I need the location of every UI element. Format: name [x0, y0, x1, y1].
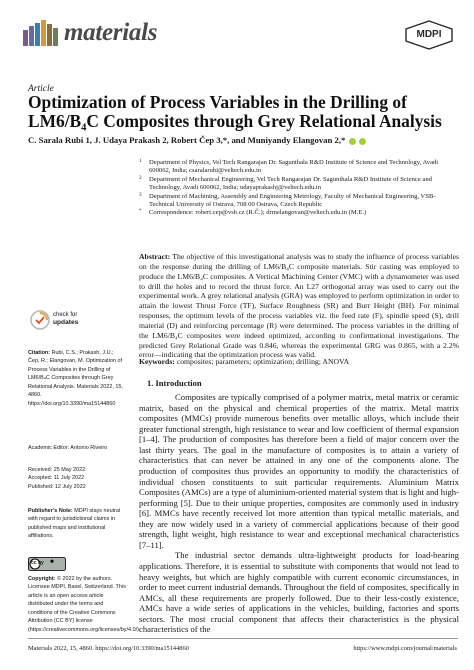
affiliation-number: 3 [139, 192, 142, 198]
publisher-note-text: MDPI stays neutral with regard to jurisdictional claims in published maps and institutional affiliations. [28, 508, 121, 540]
keywords-label: Keywords: [139, 357, 175, 366]
received-date: Received: 25 May 2022 [28, 467, 86, 473]
abstract-label: Abstract: [139, 252, 171, 261]
orcid-icon[interactable] [359, 138, 366, 145]
affiliation-item [139, 193, 459, 210]
copyright-text: © 2022 by the authors. Licensee MDPI, Basel, Switzerland. This article is an open access article distributed under the terms and conditions of the Creative Commons Attribution (CC BY) license (https://creativecommons.org/licenses/by/4.0/). [28, 576, 141, 633]
affiliation-item [139, 176, 459, 193]
academic-editor: Academic Editor: Antonio Riveiro [28, 445, 108, 451]
publisher-note-label: Publisher’s Note: [28, 508, 73, 514]
affiliation-number: 2 [139, 175, 142, 181]
affiliation-text: Department of Physics, Vel Tech Rangarajan Dr. Sagunthala R&D Institute of Science and Technology, Avadi 600062, India; csaralarubi@veltech.edu.in [149, 159, 439, 175]
affiliation-number: * [139, 209, 142, 215]
body-text [139, 392, 459, 635]
affiliation-item [139, 209, 459, 217]
check-updates-icon [30, 310, 50, 330]
publisher-note [28, 507, 126, 541]
check-updates-line2: updates [53, 319, 79, 326]
abstract [139, 252, 459, 360]
affiliation-number: 1 [139, 159, 142, 164]
footer-divider [28, 638, 458, 639]
footer-journal-url[interactable]: https://www.mdpi.com/journal/materials [353, 645, 457, 652]
mdpi-logo [404, 20, 454, 50]
abstract-text: The objective of this investigational analysis was to study the influence of process variables on the response during the drilling of LM6/B₄C composite materials. Stir casting was employed to produce the LM6/B₄C composites. A Vertical Machining Center (VMC) with a dynamometer was used to drill the holes and to record the thrust force. An L27 orthogonal array was used to carry out the experimental work. A grey relational analysis (GRA) was employed to perform optimization in order to attain the lowest Thrust Force (TF), Surface Roughness (SR) and Burr Height (BH). For minimal responses, the optimum levels of the process variables viz. the feed rate (F), spindle speed (S), drill material (D) and reinforcing percentage (R) were determined. The process variables in the drilling of the LM6/B₄C composites were indeed optimized, according to confirmational investigations. The predicted Grey Relational Grade was 0.846, whereas the experimental GRG was 0.865, with a 2.2% error—indicating that the optimization process was valid. [139, 252, 459, 360]
keywords-text: composites; parameters; optimization; drilling; ANOVA [176, 357, 350, 366]
orcid-icon[interactable] [349, 138, 356, 145]
check-updates-line1: check for [53, 312, 78, 318]
cc-badge-text: cc by [31, 560, 44, 566]
copyright-block [28, 575, 141, 634]
check-for-updates-button[interactable] [30, 308, 110, 338]
cc-by-license-badge[interactable] [28, 557, 66, 571]
mdpi-logo-text: MDPI [416, 29, 442, 40]
affiliations [139, 159, 459, 218]
copyright-label: Copyright: [28, 576, 56, 582]
affiliation-text: Department of Mechanical Engineering, Vel Tech Rangarajan Dr. Sagunthala R&D Institute of Science and Technology, Avadi 600062, India; udayaprakashj@veltech.edu.in [149, 175, 432, 192]
journal-name: materials [64, 19, 158, 46]
author-list [28, 135, 458, 145]
affiliation-text: Department of Machining, Assembly and Engineering Metrology, Faculty of Mechanical Engineering, VSB-Technical University of Ostrava, 708 00 Ostrava, Czech Republic [149, 192, 436, 209]
keywords [139, 357, 459, 366]
citation-label: Citation: [28, 350, 51, 356]
body-paragraph: The industrial sector demands ultra-lightweight products for load-bearing applications. Therefore, it is essential to substitute with components that would not lead to heavy weights, but which are highly compatible with current economic circumstances, in order to meet current industrial demands. Throughout the field of composites, specifically in AMCs, all these requirements are properly followed. Due to their less-costly existence, AMCs have a wide series of applications in the vehicles, building, factories and sports sectors. The most crucial component that affects their characteristics is the physical characteristics of the [139, 550, 459, 635]
authors-text: C. Sarala Rubi 1, J. Udaya Prakash 2, Robert Čep 3,*, and Muniyandy Elangovan 2,* [28, 135, 346, 145]
affiliation-text: Correspondence: robert.cep@vsb.cz (R.Č.); drmelangovan@veltech.edu.in (M.E.) [149, 209, 367, 217]
article-type: Article [28, 84, 54, 94]
citation-text: Rubi, C.S.; Prakash, J.U.; Čep, R.; Elangovan, M. Optimization of Process Variables in the Drilling of LM6/B₄C Composites through Grey Relational Analysis. Materials 2022, 15, 4860. https://doi.org/10.3390/ma15144860 [28, 350, 123, 407]
section-heading: 1. Introduction [147, 378, 202, 388]
paper-title: Optimization of Process Variables in the Drilling of LM6/B₄C Composites through Grey Relational Analysis [28, 92, 442, 131]
accepted-date: Accepted: 11 July 2022 [28, 475, 85, 482]
published-date: Published: 12 July 2022 [28, 483, 86, 490]
body-paragraph: Composites are typically comprised of a polymer matrix, metal matrix or ceramic matrix, based on the physical and chemical properties of the matrix. Metal matrix composites (MMCs) provide numerous benefits over metallic alloys, which include their greater functional strength, high resistance to wear and low coefficient of thermal expansion [1–4]. The production of composites has therefore been a field of major concern over the last thirty years. The goal in the manufacture of composites is to attain a variety of characteristics that can never be attained in any one of the components alone. The production of composites thus provides an opportunity to modify the characteristics of individual chosen constituents to suit particular requirements. Aluminium Matrix Composites (AMCs) are a type of aluminium-oriented material system that is light and high-performing [5]. Due to their unique properties, composites are commonly used in industry [6]. MMCs have recently received lot more attention than typical metallic materials, and they are now widely used in a variety of commercial applications because of their good strength, light weight, high resistance to wear and exceptional mechanical characteristics [7–11]. [139, 392, 459, 550]
dates-block [28, 466, 126, 491]
footer-citation[interactable]: Materials 2022, 15, 4860. https://doi.org/10.3390/ma15144860 [28, 645, 189, 652]
citation-block [28, 349, 126, 408]
materials-logo [23, 20, 59, 46]
check-updates-text [53, 312, 78, 326]
affiliation-item [139, 159, 459, 176]
